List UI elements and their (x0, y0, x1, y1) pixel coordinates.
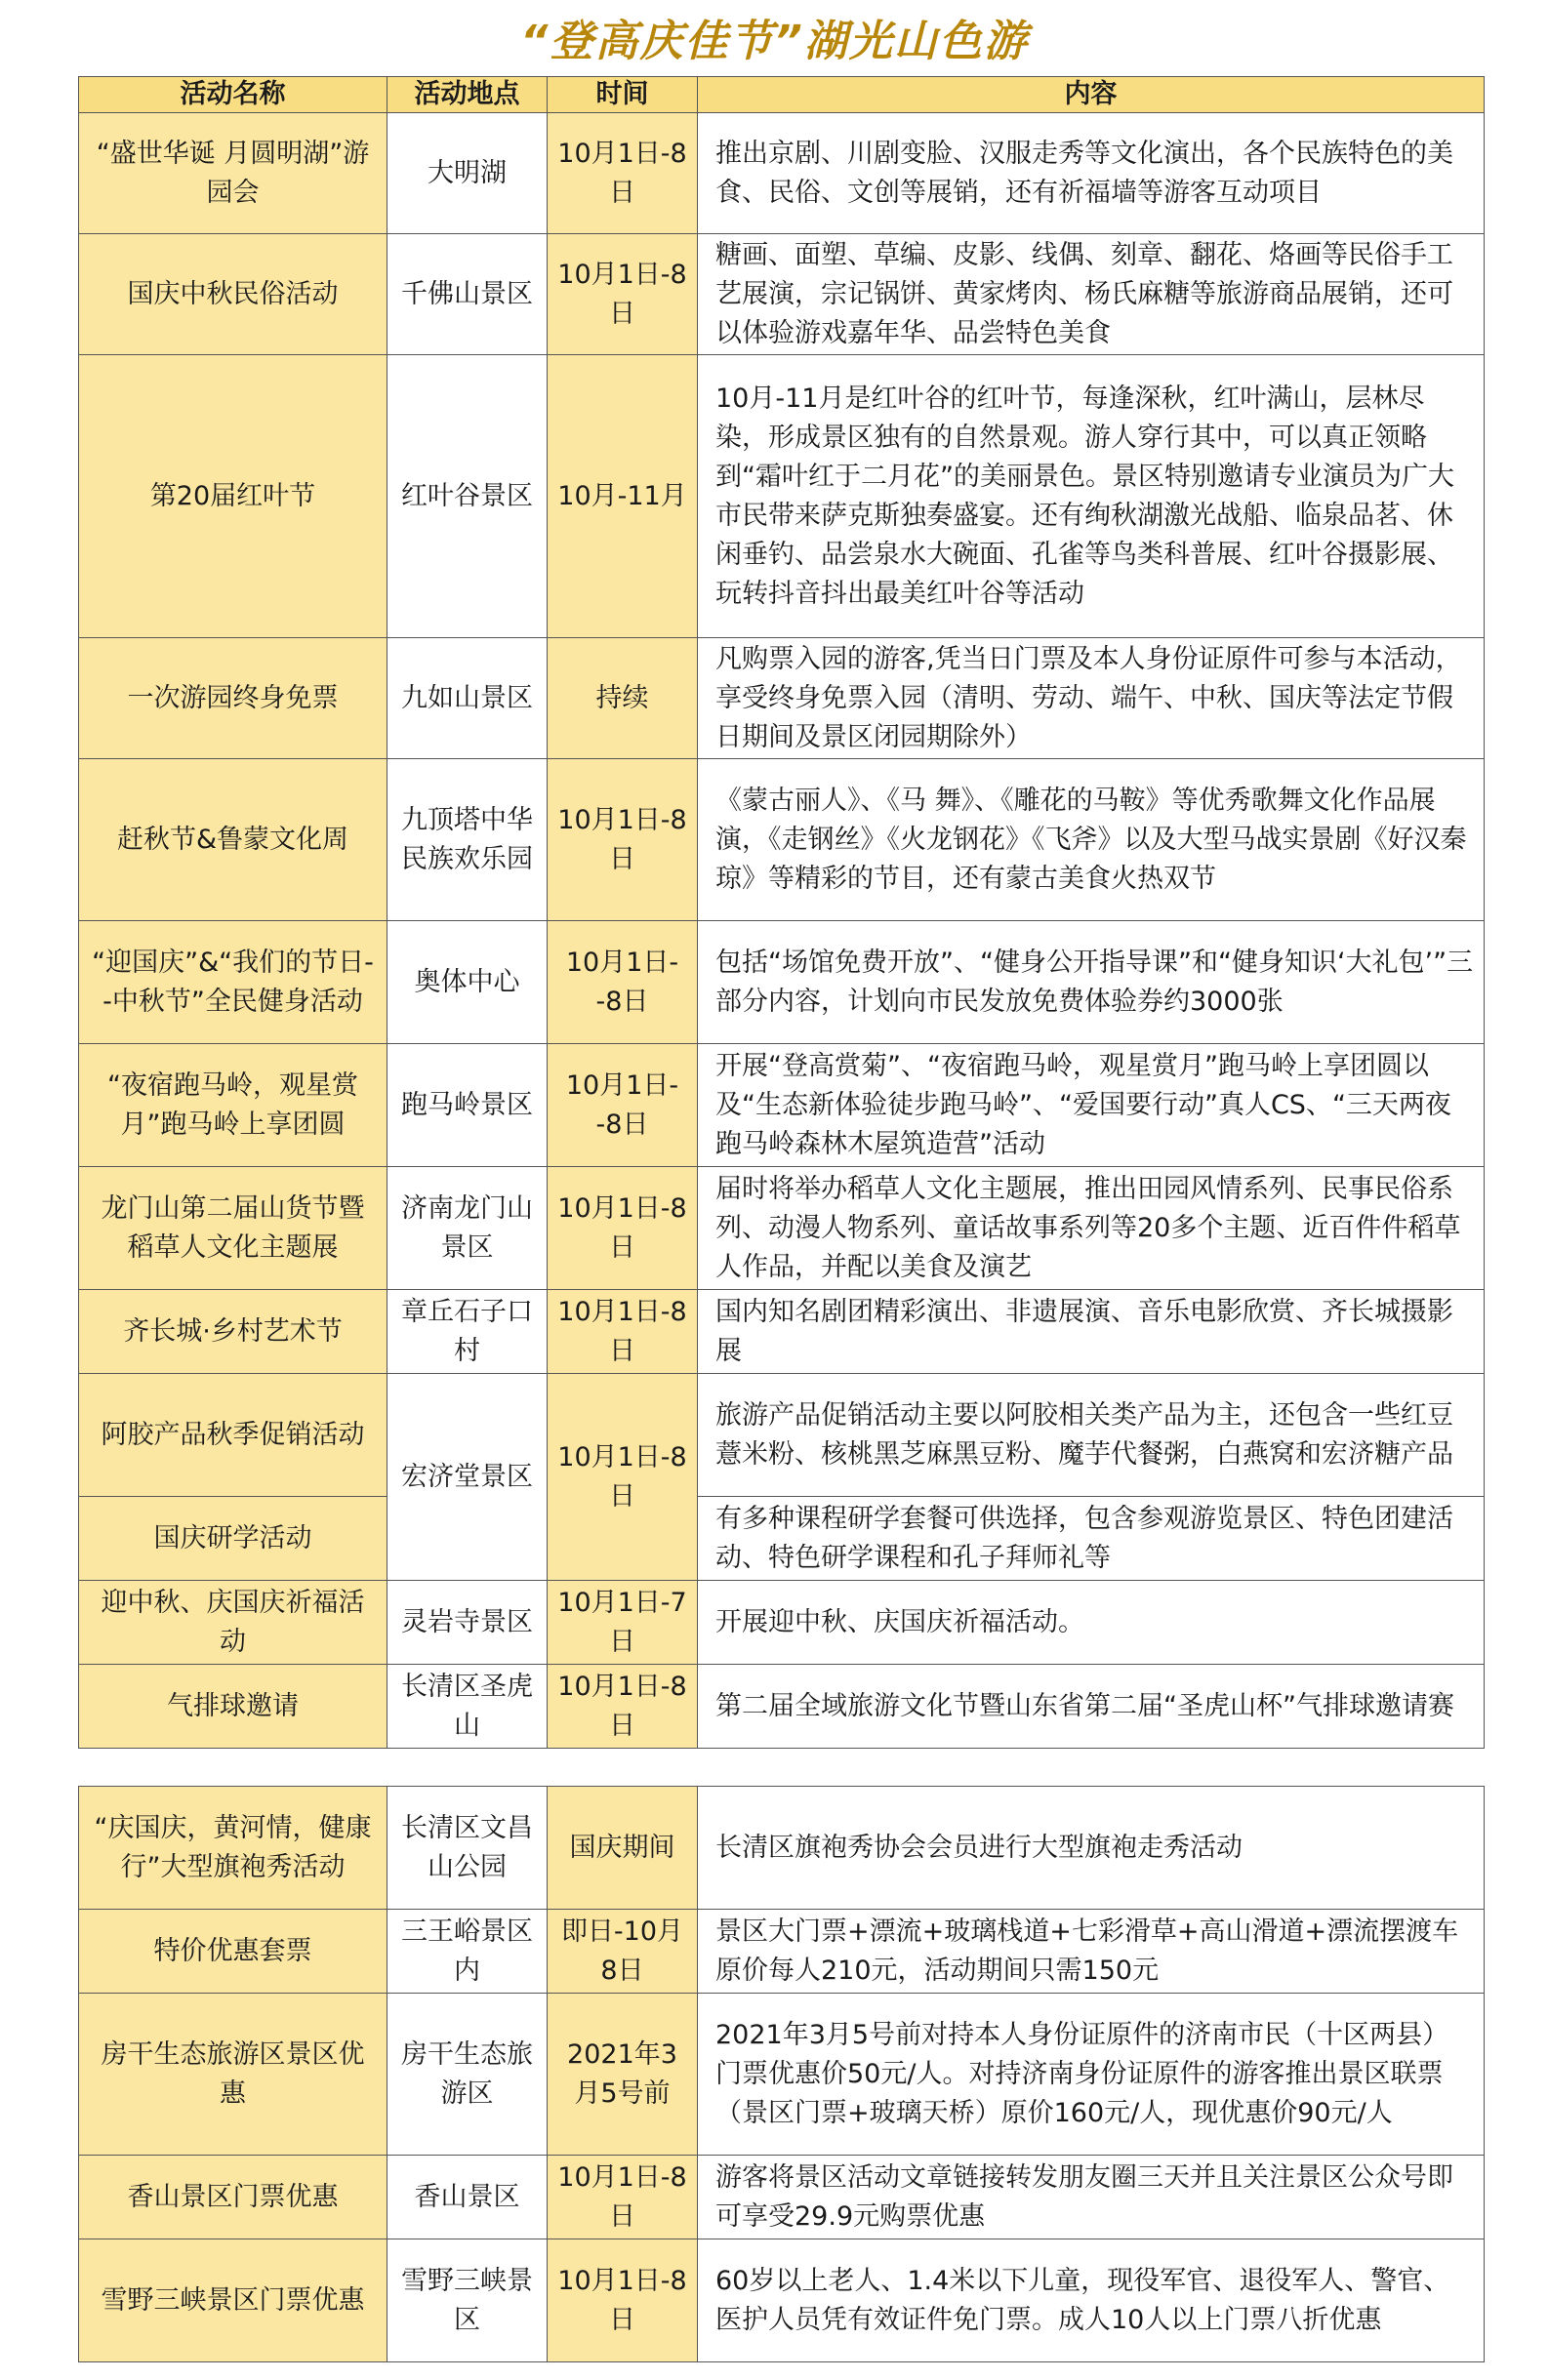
activity-time: 10月1日-8日 (548, 1290, 698, 1374)
activity-name: “迎国庆”&“我们的节日--中秋节”全民健身活动 (79, 921, 387, 1044)
activity-content: 凡购票入园的游客,凭当日门票及本人身份证原件可参与本活动，享受终身免票入园（清明、劳动、端午、中秋、国庆等法定节假日期间及景区闭园期除外） (698, 638, 1485, 759)
activity-place: 九如山景区 (387, 638, 548, 759)
table-row (79, 234, 1485, 355)
table-row (79, 1581, 1485, 1665)
offers-table (78, 1786, 1485, 2362)
activity-time: 10月-11月 (548, 355, 698, 638)
activity-place: 九顶塔中华民族欢乐园 (387, 759, 548, 921)
activity-time: 10月1日-8日 (548, 1665, 698, 1749)
activity-content: 开展迎中秋、庆国庆祈福活动。 (698, 1581, 1485, 1665)
table-row (79, 2156, 1485, 2239)
activity-time: 10月1日-8日 (548, 1374, 698, 1581)
activity-time: 即日-10月8日 (548, 1910, 698, 1994)
activities-table (78, 76, 1485, 1749)
activity-content: 长清区旗袍秀协会会员进行大型旗袍走秀活动 (698, 1787, 1485, 1910)
activity-content: 开展“登高赏菊”、“夜宿跑马岭，观星赏月”跑马岭上享团圆以及“生态新体验徒步跑马岭”、“爱国要行动”真人CS、“三天两夜跑马岭森林木屋筑造营”活动 (698, 1044, 1485, 1167)
activity-place: 灵岩寺景区 (387, 1581, 548, 1665)
activity-place: 雪野三峡景区 (387, 2239, 548, 2362)
table-row (79, 1374, 1485, 1497)
activity-name: 房干生态旅游区景区优惠 (79, 1994, 387, 2156)
table-row (79, 638, 1485, 759)
activity-place: 跑马岭景区 (387, 1044, 548, 1167)
table-row (79, 1994, 1485, 2156)
activity-name: 第20届红叶节 (79, 355, 387, 638)
activity-content: 第二届全域旅游文化节暨山东省第二届“圣虎山杯”气排球邀请赛 (698, 1665, 1485, 1749)
table-row (79, 113, 1485, 234)
activity-place: 房干生态旅游区 (387, 1994, 548, 2156)
activity-name: “夜宿跑马岭，观星赏月”跑马岭上享团圆 (79, 1044, 387, 1167)
activity-time: 10月1日-8日 (548, 759, 698, 921)
table-row (79, 1665, 1485, 1749)
activity-time: 10月1日-8日 (548, 2156, 698, 2239)
activity-content: 推出京剧、川剧变脸、汉服走秀等文化演出，各个民族特色的美食、民俗、文创等展销，还有祈福墙等游客互动项目 (698, 113, 1485, 234)
table-header-row (79, 77, 1485, 113)
activity-place: 大明湖 (387, 113, 548, 234)
activity-name: 一次游园终身免票 (79, 638, 387, 759)
activity-content: 旅游产品促销活动主要以阿胶相关类产品为主，还包含一些红豆薏米粉、核桃黑芝麻黑豆粉、魔芋代餐粥，白燕窝和宏济糖产品 (698, 1374, 1485, 1497)
activity-place: 三王峪景区内 (387, 1910, 548, 1994)
activity-name: 香山景区门票优惠 (79, 2156, 387, 2239)
activity-content: 10月-11月是红叶谷的红叶节，每逢深秋，红叶满山，层林尽染，形成景区独有的自然景观。游人穿行其中，可以真正领略到“霜叶红于二月花”的美丽景色。景区特别邀请专业演员为广大市民带来萨克斯独奏盛宴。还有绚秋湖激光战船、临泉品茗、休闲垂钓、品尝泉水大碗面、孔雀等鸟类科普展、红叶谷摄影展、玩转抖音抖出最美红叶谷等活动 (698, 355, 1485, 638)
activity-time: 10月1日--8日 (548, 1044, 698, 1167)
table-row (79, 1910, 1485, 1994)
activity-name: 国庆研学活动 (79, 1497, 387, 1581)
activity-place: 章丘石子口村 (387, 1290, 548, 1374)
activity-name: 气排球邀请 (79, 1665, 387, 1749)
activity-place: 奥体中心 (387, 921, 548, 1044)
activity-name: 迎中秋、庆国庆祈福活动 (79, 1581, 387, 1665)
activity-place: 长清区文昌山公园 (387, 1787, 548, 1910)
header-content: 内容 (698, 77, 1485, 113)
table-row (79, 921, 1485, 1044)
activity-time: 10月1日-8日 (548, 1167, 698, 1290)
activity-place: 红叶谷景区 (387, 355, 548, 638)
activity-content: 糖画、面塑、草编、皮影、线偶、刻章、翻花、烙画等民俗手工艺展演，宗记锅饼、黄家烤肉、杨氏麻糖等旅游商品展销，还可以体验游戏嘉年华、品尝特色美食 (698, 234, 1485, 355)
activity-content: 国内知名剧团精彩演出、非遗展演、音乐电影欣赏、齐长城摄影展 (698, 1290, 1485, 1374)
activity-time: 持续 (548, 638, 698, 759)
activity-content: 景区大门票+漂流+玻璃栈道+七彩滑草+高山滑道+漂流摆渡车原价每人210元，活动期间只需150元 (698, 1910, 1485, 1994)
table-row (79, 355, 1485, 638)
activity-content: 游客将景区活动文章链接转发朋友圈三天并且关注景区公众号即可享受29.9元购票优惠 (698, 2156, 1485, 2239)
activity-content: 有多种课程研学套餐可供选择，包含参观游览景区、特色团建活动、特色研学课程和孔子拜师礼等 (698, 1497, 1485, 1581)
activity-name: 阿胶产品秋季促销活动 (79, 1374, 387, 1497)
table-row (79, 1290, 1485, 1374)
activity-time: 10月1日-8日 (548, 234, 698, 355)
activity-name: 龙门山第二届山货节暨稻草人文化主题展 (79, 1167, 387, 1290)
activity-place: 宏济堂景区 (387, 1374, 548, 1581)
activity-time: 10月1日-8日 (548, 113, 698, 234)
activity-content: 60岁以上老人、1.4米以下儿童，现役军官、退役军人、警官、医护人员凭有效证件免门票。成人10人以上门票八折优惠 (698, 2239, 1485, 2362)
activity-time: 10月1日-7日 (548, 1581, 698, 1665)
activity-time: 10月1日-8日 (548, 2239, 698, 2362)
table-row (79, 759, 1485, 921)
activity-content: 届时将举办稻草人文化主题展，推出田园风情系列、民事民俗系列、动漫人物系列、童话故事系列等20多个主题、近百件件稻草人作品，并配以美食及演艺 (698, 1167, 1485, 1290)
table-row (79, 1167, 1485, 1290)
activity-place: 千佛山景区 (387, 234, 548, 355)
table-row (79, 2239, 1485, 2362)
header-place: 活动地点 (387, 77, 548, 113)
activity-name: 齐长城·乡村艺术节 (79, 1290, 387, 1374)
header-name: 活动名称 (79, 77, 387, 113)
activity-name: 雪野三峡景区门票优惠 (79, 2239, 387, 2362)
activity-time: 2021年3月5号前 (548, 1994, 698, 2156)
activity-name: 特价优惠套票 (79, 1910, 387, 1994)
activity-name: “盛世华诞 月圆明湖”游园会 (79, 113, 387, 234)
activity-name: 国庆中秋民俗活动 (79, 234, 387, 355)
header-time: 时间 (548, 77, 698, 113)
activity-time: 10月1日--8日 (548, 921, 698, 1044)
activity-content: 《蒙古丽人》、《马 舞》、《雕花的马鞍》等优秀歌舞文化作品展演，《走钢丝》《火龙钢花》《飞斧》以及大型马战实景剧《好汉秦琼》等精彩的节目，还有蒙古美食火热双节 (698, 759, 1485, 921)
activity-content: 包括“场馆免费开放”、“健身公开指导课”和“健身知识‘大礼包’”三部分内容，计划向市民发放免费体验券约3000张 (698, 921, 1485, 1044)
activity-name: 赶秋节&鲁蒙文化周 (79, 759, 387, 921)
activity-place: 长清区圣虎山 (387, 1665, 548, 1749)
table-row (79, 1497, 1485, 1581)
activity-place: 香山景区 (387, 2156, 548, 2239)
page-title: “登高庆佳节”湖光山色游 (520, 17, 1029, 66)
table-row (79, 1044, 1485, 1167)
activity-time: 国庆期间 (548, 1787, 698, 1910)
table-row (79, 1787, 1485, 1910)
activity-name: “庆国庆，黄河情，健康行”大型旗袍秀活动 (79, 1787, 387, 1910)
activity-content: 2021年3月5号前对持本人身份证原件的济南市民（十区两县）门票优惠价50元/人。对持济南身份证原件的游客推出景区联票（景区门票+玻璃天桥）原价160元/人，现优惠价90元/人 (698, 1994, 1485, 2156)
activity-place: 济南龙门山景区 (387, 1167, 548, 1290)
